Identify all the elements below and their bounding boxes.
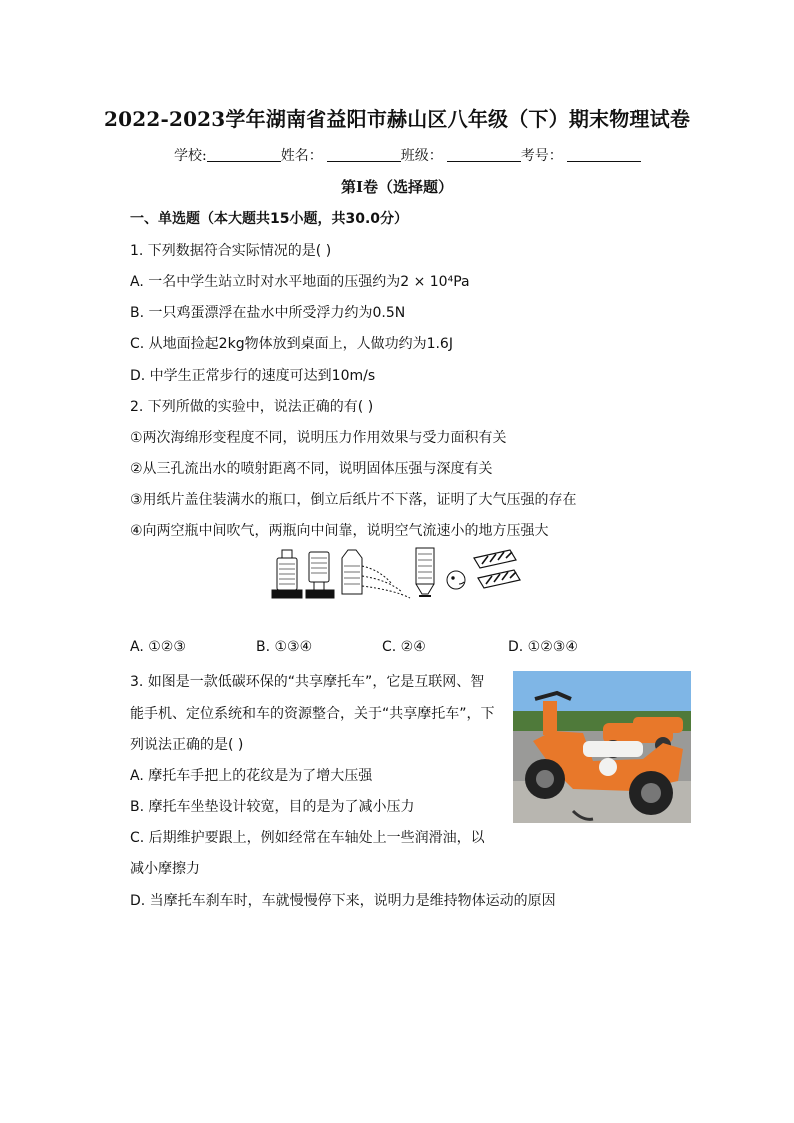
sponge-bottle-inverted [306, 552, 334, 598]
q2-statement-2: ②从三孔流出水的喷射距离不同，说明固体压强与深度有关 [130, 461, 493, 477]
three-hole-bottle [342, 550, 410, 598]
two-bottles-airflow [474, 550, 520, 588]
shared-motorbike-photo [513, 671, 691, 823]
q3-option-d: D. 当摩托车刹车时，车就慢慢停下来，说明力是维持物体运动的原因 [130, 893, 556, 909]
class-label: 班级： [400, 148, 443, 164]
q1-option-a: A. 一名中学生站立时对水平地面的压强约为2 × 10⁴Pa [130, 274, 470, 290]
exam-no-blank[interactable] [567, 147, 641, 162]
inverted-bottle-paper [416, 548, 434, 596]
q3-option-c-line1: C. 后期维护要跟上，例如经常在车轴处上一些润滑油，以 [130, 830, 485, 846]
school-label: 学校: [174, 148, 207, 164]
q3-option-c-line2: 减小摩擦力 [130, 861, 200, 877]
q2-option-c: C. ②④ [382, 639, 426, 655]
q2-option-d: D. ①②③④ [508, 639, 578, 655]
motorbike-image [513, 671, 691, 823]
q2-statement-1: ①两次海绵形变程度不同，说明压力作用效果与受力面积有关 [130, 430, 507, 446]
q3-stem-line3: 列说法正确的是( ) [130, 737, 244, 753]
q1-option-c: C. 从地面捡起2kg物体放到桌面上，人做功约为1.6J [130, 336, 453, 352]
q2-statement-4: ④向两空瓶中间吹气，两瓶向中间靠，说明空气流速小的地方压强大 [130, 523, 549, 539]
part-heading: 一、单选题（本大题共15小题，共30.0分） [130, 211, 409, 227]
class-blank[interactable] [447, 147, 521, 162]
q3-option-b: B. 摩托车坐垫设计较宽，目的是为了减小压力 [130, 799, 415, 815]
page-title: 2022-2023学年湖南省益阳市赫山区八年级（下）期末物理试卷 [103, 107, 691, 131]
q3-stem-line1: 3. 如图是一款低碳环保的“共享摩托车”，它是互联网、智 [130, 674, 485, 690]
experiment-figures [270, 544, 530, 600]
q2-stem: 2. 下列所做的实验中，说法正确的有( ) [130, 399, 374, 415]
q1-option-d: D. 中学生正常步行的速度可达到10m/s [130, 368, 376, 384]
sponge-bottle-upright [272, 550, 302, 598]
student-info-row [174, 145, 641, 165]
q2-option-b: B. ①③④ [256, 639, 313, 655]
q2-option-a: A. ①②③ [130, 639, 186, 655]
face-blowing-icon [447, 571, 465, 589]
q3-option-a: A. 摩托车手把上的花纹是为了增大压强 [130, 768, 373, 784]
q3-stem-line2: 能手机、定位系统和车的资源整合，关于“共享摩托车”，下 [130, 706, 495, 722]
q2-statement-3: ③用纸片盖住装满水的瓶口，倒立后纸片不下落，证明了大气压强的存在 [130, 492, 577, 508]
q1-option-b: B. 一只鸡蛋漂浮在盐水中所受浮力约为0.5N [130, 305, 406, 321]
experiment-illustration [270, 544, 530, 600]
name-blank[interactable] [327, 147, 401, 162]
exam-no-label: 考号： [520, 148, 563, 164]
section-title: 第I卷（选择题） [340, 178, 454, 196]
school-blank[interactable] [207, 147, 281, 162]
name-label: 姓名： [280, 148, 323, 164]
q1-stem: 1. 下列数据符合实际情况的是( ) [130, 243, 332, 259]
